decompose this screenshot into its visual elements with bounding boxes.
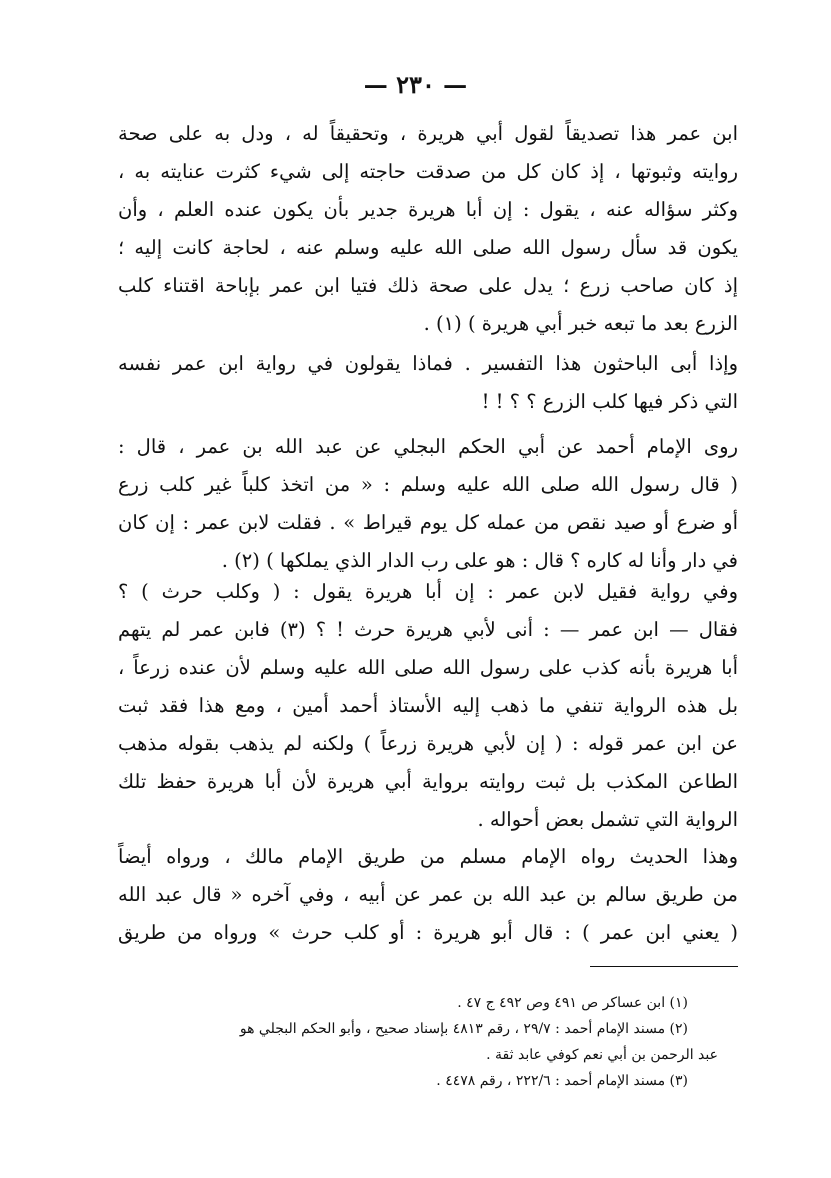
- text-line: وفي رواية فقيل لابن عمر : إن أبا هريرة يقول : ( وكلب حرث ) ؟: [118, 580, 738, 603]
- page-number: — ٢٣٠ —: [363, 70, 468, 99]
- footnote-3: (٣) مسند الإمام أحمد : ٢٢٢/٦ ، رقم ٤٤٧٨ .: [436, 1073, 688, 1089]
- text-line: وهذا الحديث رواه الإمام مسلم من طريق الإمام مالك ، ورواه أيضاً: [118, 845, 738, 868]
- text-line: بل هذه الرواية تنفي ما ذهب إليه الأستاذ أحمد أمين ، ومع هذا فقد ثبت: [118, 694, 738, 717]
- text-line: الرواية التي تشمل بعض أحواله .: [477, 808, 738, 831]
- paragraph-1: [118, 115, 738, 343]
- text-line: وإذا أبى الباحثون هذا التفسير . فماذا يقولون في رواية ابن عمر نفسه: [118, 352, 738, 375]
- footnote-divider: [590, 966, 738, 967]
- text-line: أو ضرع أو صيد نقص من عمله كل يوم قيراط » . فقلت لابن عمر : إن كان: [118, 511, 738, 534]
- paragraph-5: [118, 838, 738, 952]
- paragraph-3: [118, 428, 738, 580]
- footnote-2-continuation: عبد الرحمن بن أبي نعم كوفي عابد ثقة .: [486, 1047, 718, 1063]
- text-line: الطاعن المكذب بل ثبت روايته برواية أبي هريرة لأن أبا هريرة حفظ تلك: [118, 770, 738, 793]
- paragraph-2: [118, 345, 738, 421]
- text-line: إذ كان صاحب زرع ؛ يدل على صحة ذلك فتيا ابن عمر بإباحة اقتناء كلب: [118, 274, 738, 297]
- text-line: من طريق سالم بن عبد الله بن عمر عن أبيه ، وفي آخره « قال عبد الله: [118, 883, 738, 906]
- footnotes: [118, 990, 718, 1094]
- footnote-1: (١) ابن عساكر ص ٤٩١ وص ٤٩٢ ج ٤٧ .: [457, 995, 688, 1011]
- text-line: فقال — ابن عمر — : أنى لأبي هريرة حرث ! ؟ (٣) فابن عمر لم يتهم: [118, 618, 738, 641]
- text-line: وكثر سؤاله عنه ، يقول : إن أبا هريرة جدير بأن يكون عنده العلم ، وأن: [118, 198, 738, 221]
- text-line: أبا هريرة بأنه كذب على رسول الله صلى الله عليه وسلم لأن عنده زرعاً ،: [118, 656, 738, 679]
- paragraph-4: [118, 573, 738, 839]
- text-line: التي ذكر فيها كلب الزرع ؟ ؟ ! !: [481, 390, 738, 413]
- text-line: ابن عمر هذا تصديقاً لقول أبي هريرة ، وتحقيقاً له ، ودل به على صحة: [118, 122, 738, 145]
- text-line: عن ابن عمر قوله : ( إن لأبي هريرة زرعاً ) ولكنه لم يذهب بقوله مذهب: [118, 732, 738, 755]
- text-line: ( يعني ابن عمر ) : قال أبو هريرة : أو كلب حرث » ورواه من طريق: [118, 921, 738, 944]
- text-line: ( قال رسول الله صلى الله عليه وسلم : « من اتخذ كلباً غير كلب زرع: [118, 473, 738, 496]
- text-line: روايته وثبوتها ، إذ كان كل من صدقت حاجته إلى شيء كثرت عنايته به ،: [118, 160, 738, 183]
- text-line: يكون قد سأل رسول الله صلى الله عليه وسلم عنه ، لحاجة كانت إليه ؛: [118, 236, 738, 259]
- text-line: الزرع بعد ما تبعه خبر أبي هريرة ) (١) .: [423, 312, 738, 335]
- footnote-2: (٢) مسند الإمام أحمد : ٢٩/٧ ، رقم ٤٨١٣ بإسناد صحيح ، وأبو الحكم البجلي هو: [239, 1021, 688, 1037]
- text-line: في دار وأنا له كاره ؟ قال : هو على رب الدار الذي يملكها ) (٢) .: [221, 549, 738, 572]
- text-line: روى الإمام أحمد عن أبي الحكم البجلي عن عبد الله بن عمر ، قال :: [118, 435, 738, 458]
